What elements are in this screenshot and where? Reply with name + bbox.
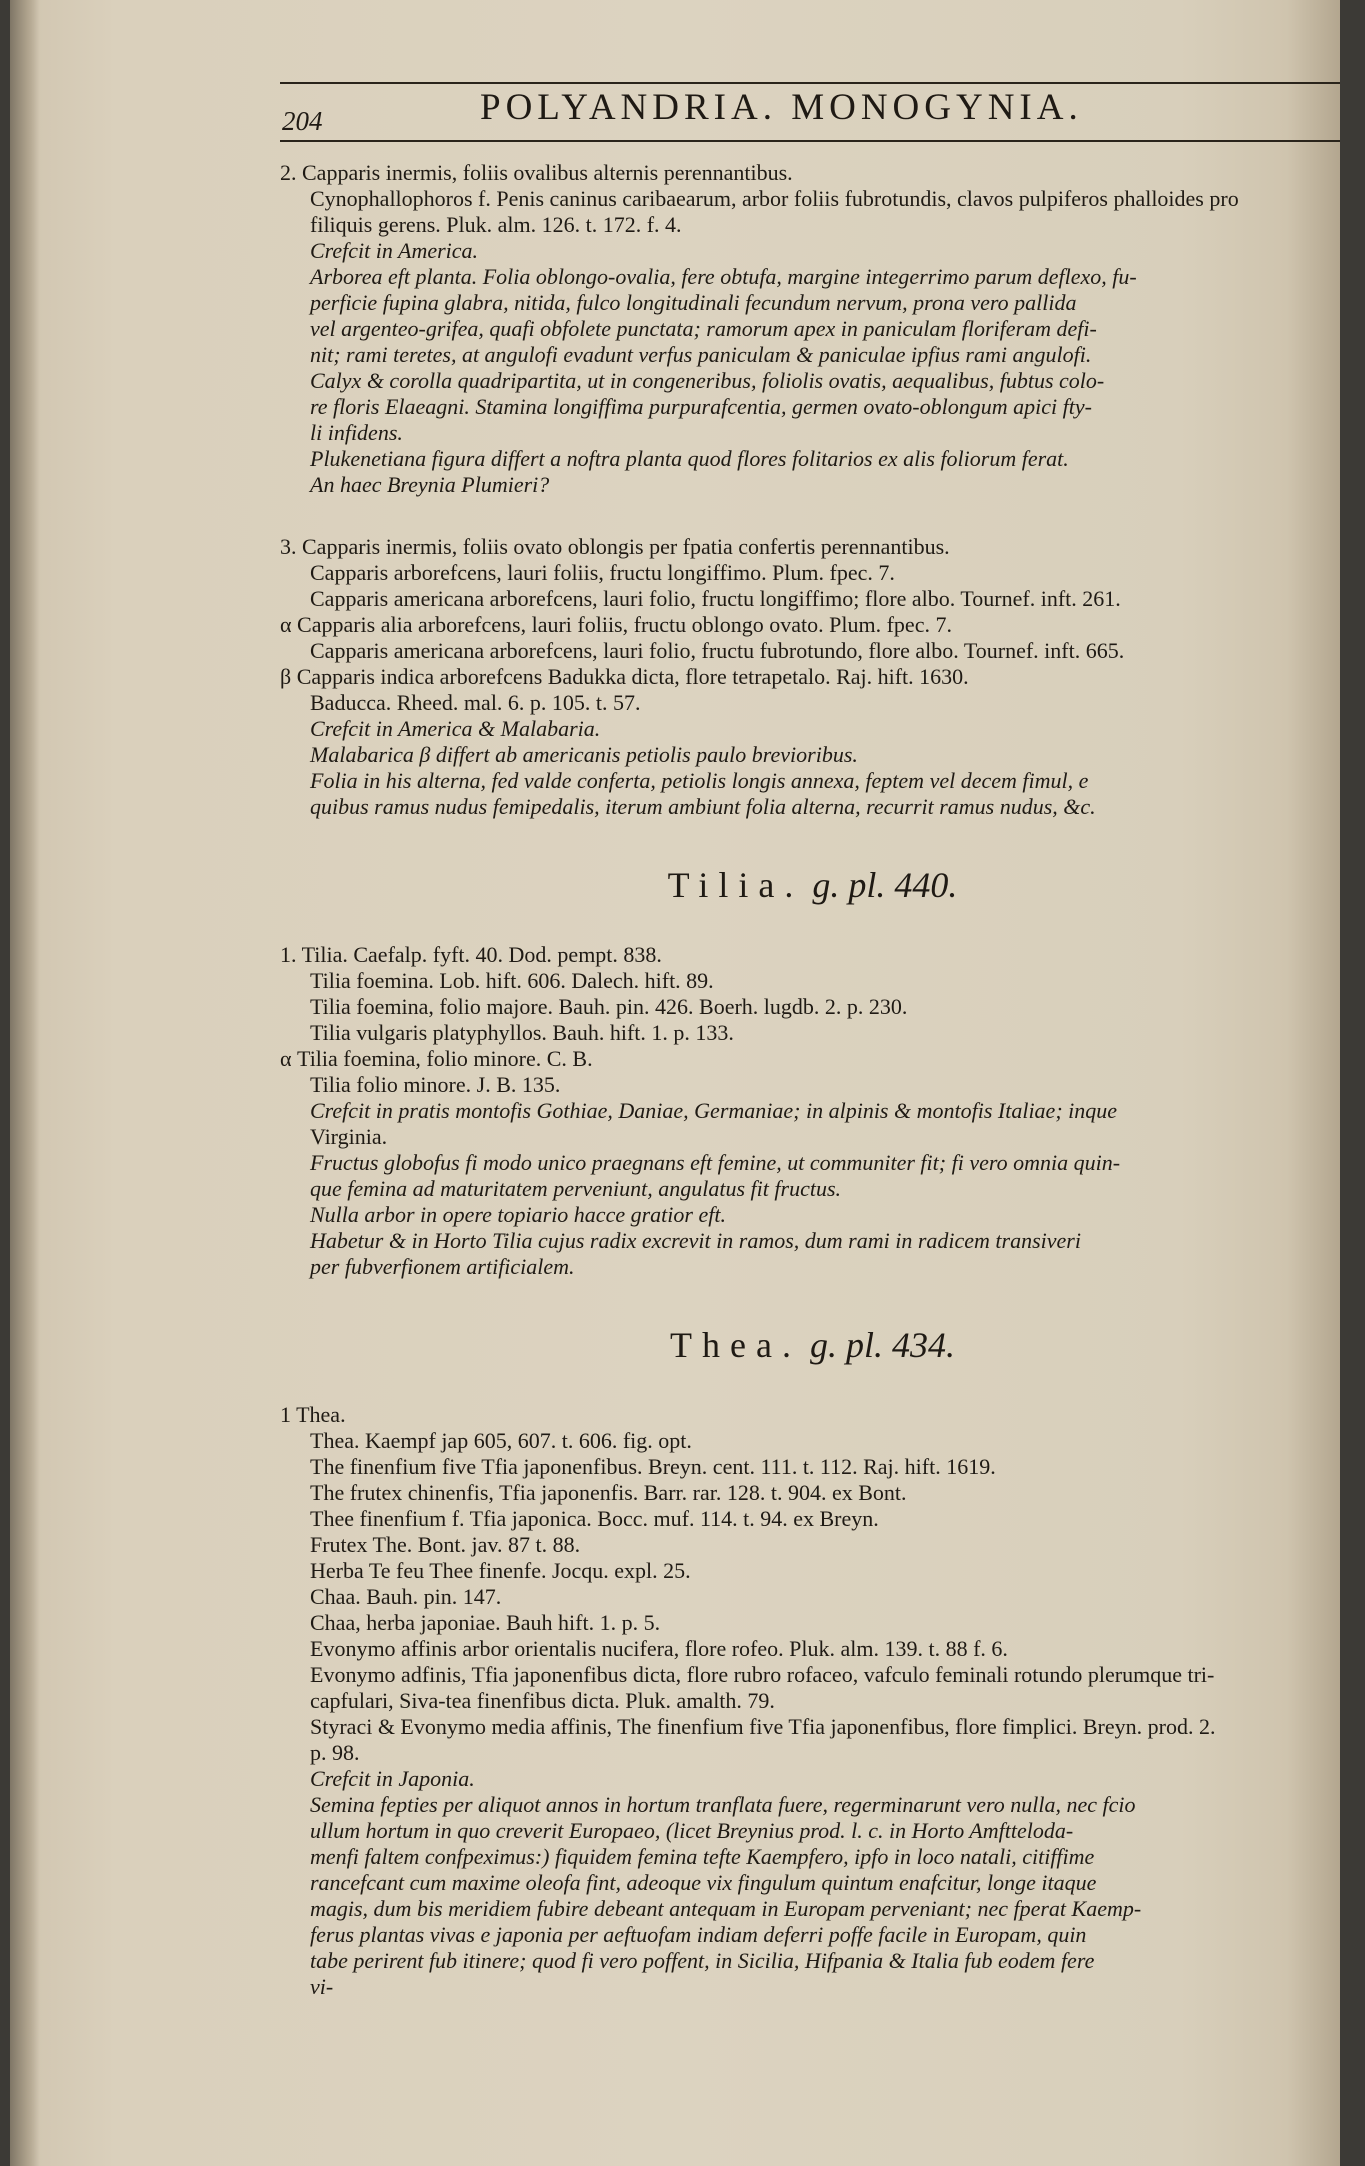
text-line: β Capparis indica arborefcens Badukka dicta, flore tetrapetalo. Raj. hift. 1630. xyxy=(280,664,969,689)
text-line: Chaa. Bauh. pin. 147. xyxy=(310,1584,502,1609)
running-title: POLYANDRIA. MONOGYNIA. xyxy=(480,87,1083,128)
text-line: Crefcit in Japonia. xyxy=(310,1766,475,1791)
text-line: 1 Thea. xyxy=(280,1402,346,1427)
text-line: Tilia vulgaris platyphyllos. Bauh. hift. 1. p. 133. xyxy=(310,1020,734,1045)
text-line: Malabarica β differt ab americanis petiolis paulo brevioribus. xyxy=(310,742,858,767)
genus-name: Tilia. xyxy=(667,865,804,905)
text-line: Fructus globofus fi modo unico praegnans eft femine, ut communiter fit; fi vero omnia quin- xyxy=(310,1150,1121,1175)
text-line: Semina fepties per aliquot annos in hortum tranflata fuere, regerminarunt vero nulla, nec fcio xyxy=(310,1792,1136,1817)
text-line: Folia in his alterna, fed valde conferta, petiolis longis annexa, feptem vel decem fimul, e xyxy=(310,768,1089,793)
text-line: Capparis americana arborefcens, lauri folio, fructu longiffimo; flore albo. Tournef. inft. 261. xyxy=(310,586,1121,611)
entry-tilia-1 xyxy=(280,942,1340,1280)
entry-capparis-3 xyxy=(280,534,1340,820)
text-line: ferus plantas vivas e japonia per aeftuofam indiam deferri poffe facile in Europam, quin xyxy=(310,1922,1087,1947)
text-line: An haec Breynia Plumieri? xyxy=(310,472,550,497)
text-line: The frutex chinenfis, Tfia japonenfis. Barr. rar. 128. t. 904. ex Bont. xyxy=(310,1480,907,1505)
text-line: p. 98. xyxy=(310,1740,360,1765)
text-line: The finenfium five Tfia japonenfibus. Breyn. cent. 111. t. 112. Raj. hift. 1619. xyxy=(310,1454,996,1479)
text-line: re floris Elaeagni. Stamina longiffima purpurafcentia, germen ovato-oblongum apici fty- xyxy=(310,394,1092,419)
text-line: Thea. Kaempf jap 605, 607. t. 606. fig. opt. xyxy=(310,1428,692,1453)
text-line: α Capparis alia arborefcens, lauri foliis, fructu oblongo ovato. Plum. fpec. 7. xyxy=(280,612,952,637)
text-line: Baducca. Rheed. mal. 6. p. 105. t. 57. xyxy=(310,690,641,715)
entry-thea-1 xyxy=(280,1402,1340,2000)
text-line: Chaa, herba japoniae. Bauh hift. 1. p. 5. xyxy=(310,1610,661,1635)
text-line: Cynophallophoros f. Penis caninus caribaearum, arbor foliis fubrotundis, clavos pulpiferos phalloides pro xyxy=(310,186,1239,211)
text-line: 3. Capparis inermis, foliis ovato oblongis per fpatia confertis perennantibus. xyxy=(280,534,950,559)
genus-reference: g. pl. 440. xyxy=(812,865,958,905)
text-line: tabe perirent fub itinere; quod fi vero poffent, in Sicilia, Hifpania & Italia fub eodem fere xyxy=(310,1948,1095,1973)
page-body xyxy=(280,160,1340,2000)
page-gutter-shadow xyxy=(10,0,40,2166)
text-line: quibus ramus nudus femipedalis, iterum ambiunt folia alterna, recurrit ramus nudus, &c. xyxy=(310,794,1096,819)
text-line: Frutex The. Bont. jav. 87 t. 88. xyxy=(310,1532,581,1557)
text-line: Styraci & Evonymo media affinis, The finenfium five Tfia japonenfibus, flore fimplici. Breyn. prod. 2. xyxy=(310,1714,1216,1739)
text-line: Habetur & in Horto Tilia cujus radix excrevit in ramos, dum rami in radicem transiveri xyxy=(310,1228,1081,1253)
text-line: Evonymo adfinis, Tfia japonenfibus dicta, flore rubro rofaceo, vafculo feminali rotundo plerumque tri- xyxy=(310,1662,1215,1687)
book-page xyxy=(10,0,1340,2166)
text-line: Crefcit in pratis montofis Gothiae, Daniae, Germaniae; in alpinis & montofis Italiae; inque xyxy=(310,1098,1118,1123)
text-line: Calyx & corolla quadripartita, ut in congeneribus, foliolis ovatis, aequalibus, fubtus colo- xyxy=(310,368,1105,393)
text-line: Nulla arbor in opere topiario hacce gratior eft. xyxy=(310,1202,726,1227)
text-line: 2. Capparis inermis, foliis ovalibus alternis perennantibus. xyxy=(280,160,793,185)
text-line: vi- xyxy=(310,1974,334,1999)
text-line: capfulari, Siva-tea finenfibus dicta. Pluk. amalth. 79. xyxy=(310,1688,775,1713)
text-line: Evonymo affinis arbor orientalis nucifera, flore rofeo. Pluk. alm. 139. t. 88 f. 6. xyxy=(310,1636,1008,1661)
entry-capparis-2 xyxy=(280,160,1340,498)
text-line: Tilia folio minore. J. B. 135. xyxy=(310,1072,561,1097)
text-line: Arborea eft planta. Folia oblongo-ovalia, fere obtufa, margine integerrimo parum deflexo, fu- xyxy=(310,264,1137,289)
text-line: Herba Te feu Thee finenfe. Jocqu. expl. 25. xyxy=(310,1558,691,1583)
text-line: α Tilia foemina, folio minore. C. B. xyxy=(280,1046,593,1071)
genus-heading-tilia xyxy=(280,864,1340,906)
text-line: Tilia foemina, folio majore. Bauh. pin. 426. Boerh. lugdb. 2. p. 230. xyxy=(310,994,908,1019)
text-line: Capparis americana arborefcens, lauri folio, fructu fubrotundo, flore albo. Tournef. inft. 665. xyxy=(310,638,1125,663)
text-line: menfi faltem confpeximus:) fiquidem femina tefte Kaempfero, ipfo in loco natali, citiffime xyxy=(310,1844,1095,1869)
header-rule-bottom xyxy=(280,140,1340,142)
text-line: vel argenteo-grifea, quafi obfolete punctata; ramorum apex in paniculam floriferam defi- xyxy=(310,316,1097,341)
genus-name: Thea. xyxy=(670,1325,801,1365)
text-line: Crefcit in America. xyxy=(310,238,479,263)
text-line: rancefcant cum maxime oleofa fint, adeoque vix fingulum quintum enafcitur, longe itaque xyxy=(310,1870,1097,1895)
text-line: perficie fupina glabra, nitida, fulco longitudinali fecundum nervum, prona vero pallida xyxy=(310,290,1077,315)
text-line: Virginia. xyxy=(310,1124,388,1149)
page-header xyxy=(280,78,1340,138)
text-line: que femina ad maturitatem perveniunt, angulatus fit fructus. xyxy=(310,1176,842,1201)
text-line: 1. Tilia. Caefalp. fyft. 40. Dod. pempt. 838. xyxy=(280,942,662,967)
text-line: Plukenetiana figura differt a noftra planta quod flores folitarios ex alis foliorum ferat. xyxy=(310,446,1069,471)
text-line: Capparis arborefcens, lauri foliis, fructu longiffimo. Plum. fpec. 7. xyxy=(310,560,895,585)
genus-reference: g. pl. 434. xyxy=(809,1325,955,1365)
text-line: ullum hortum in quo creverit Europaeo, (licet Breynius prod. l. c. in Horto Amftteloda- xyxy=(310,1818,1074,1843)
page-number: 204 xyxy=(282,106,323,136)
text-line: nit; rami teretes, at angulofi evadunt verfus paniculam & paniculae ipfius rami angulofi. xyxy=(310,342,1092,367)
text-line: magis, dum bis meridiem fubire debeant antequam in Europam perveniant; nec fperat Kaemp- xyxy=(310,1896,1142,1921)
text-line: Crefcit in America & Malabaria. xyxy=(310,716,601,741)
genus-heading-thea xyxy=(280,1324,1340,1366)
text-line: li infidens. xyxy=(310,420,403,445)
text-line: filiquis gerens. Pluk. alm. 126. t. 172. f. 4. xyxy=(310,212,682,237)
text-line: Thee finenfium f. Tfia japonica. Bocc. muf. 114. t. 94. ex Breyn. xyxy=(310,1506,879,1531)
text-line: per fubverfionem artificialem. xyxy=(310,1254,575,1279)
header-rule-top xyxy=(280,82,1340,84)
text-line: Tilia foemina. Lob. hift. 606. Dalech. hift. 89. xyxy=(310,968,714,993)
